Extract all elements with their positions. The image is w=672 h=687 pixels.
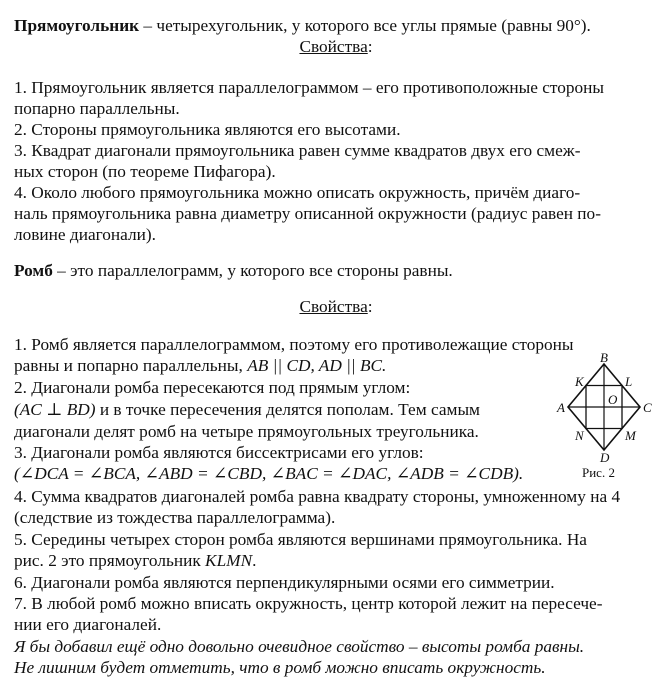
rect-props-title: Свойства [299, 37, 368, 56]
label-c: C [643, 400, 652, 415]
rect-prop-line: 1. Прямоугольник является параллелограммом – его противоположные стороны [14, 78, 605, 97]
rect-prop-line: 2. Стороны прямоугольника являются его высотами. [14, 120, 401, 139]
rhombus-props-heading [0, 296, 672, 317]
label-b: B [600, 352, 608, 365]
label-m: M [625, 428, 636, 443]
rhombus-prop-line: 5. Середины четырех сторон ромба являются вершинами прямоугольника. На [14, 530, 587, 549]
rhombus-prop-line: (следствие из тождества параллелограмма). [14, 508, 336, 527]
rect-props-heading [0, 36, 672, 57]
rhombus-formula: (AC ⊥ BD) [14, 400, 96, 419]
rhombus-props-colon: : [367, 297, 373, 316]
rhombus-prop-line [14, 399, 480, 420]
label-n: N [575, 428, 584, 443]
label-d: D [600, 450, 610, 465]
label-a: A [557, 400, 565, 415]
rhombus-prop-text: . [252, 551, 257, 570]
rhombus-prop-text: и в точке пересечения делятся пополам. Тем самым [95, 400, 480, 419]
author-note: Не лишним будет отметить, что в ромб можно вписать окружность. [14, 658, 546, 677]
author-note: Я бы добавил ещё одно довольно очевидное свойство – высоты ромба равны. [14, 637, 585, 656]
rect-definition-text: – четырехугольник, у которого все углы прямые (равны 90°). [139, 16, 591, 35]
rect-prop-line: попарно параллельны. [14, 99, 180, 118]
rhombus-prop-line [14, 550, 256, 571]
rhombus-figure [556, 352, 666, 487]
figure-caption: Рис. 2 [582, 465, 615, 480]
rhombus-prop-line: диагонали делят ромб на четыре прямоугольных треугольника. [14, 422, 479, 441]
rhombus-prop-line: 7. В любой ромб можно вписать окружность, центр которой лежит на пересече- [14, 594, 603, 613]
rhombus-formula-line: (∠DCA = ∠BCA, ∠ABD = ∠CBD, ∠BAC = ∠DAC, ∠ADB = ∠CDB). [14, 464, 524, 483]
label-k: K [575, 374, 584, 389]
rect-prop-line: 4. Около любого прямоугольника можно описать окружность, причём диаго- [14, 183, 581, 202]
rect-prop-line: 3. Квадрат диагонали прямоугольника равен сумме квадратов двух его смеж- [14, 141, 581, 160]
rect-prop-line: наль прямоугольника равна диаметру описанной окружности (радиус равен по- [14, 204, 601, 223]
rhombus-diagram [556, 352, 666, 487]
rhombus-formula: AB || CD, AD || BC. [247, 356, 387, 375]
rect-term: Прямоугольник [14, 16, 140, 35]
label-o: O [608, 392, 618, 407]
rect-definition [14, 15, 591, 36]
rhombus-prop-line: 2. Диагонали ромба пересекаются под прямым углом: [14, 378, 411, 397]
rhombus-prop-line: 1. Ромб является параллелограммом, поэтому его противолежащие стороны [14, 335, 574, 354]
rhombus-formula: KLMN [205, 551, 253, 570]
rect-prop-line: ных сторон (по теореме Пифагора). [14, 162, 276, 181]
rhombus-prop-text: равны и попарно параллельны, [14, 356, 248, 375]
rhombus-definition-text: – это параллелограмм, у которого все стороны равны. [52, 261, 453, 280]
rhombus-prop-line: нии его диагоналей. [14, 615, 162, 634]
rhombus-prop-text: рис. 2 это прямоугольник [14, 551, 206, 570]
rhombus-prop-line: 6. Диагонали ромба являются перпендикулярными осями его симметрии. [14, 573, 555, 592]
rect-props-colon: : [367, 37, 373, 56]
label-l: L [625, 374, 633, 389]
rhombus-props-title: Свойства [299, 297, 368, 316]
rect-prop-line: ловине диагонали). [14, 225, 156, 244]
rhombus-definition [14, 260, 453, 281]
rhombus-prop-line [14, 355, 386, 376]
rhombus-prop-line: 4. Сумма квадратов диагоналей ромба равна квадрату стороны, умноженному на 4 [14, 487, 621, 506]
rhombus-term: Ромб [14, 261, 53, 280]
rhombus-prop-line: 3. Диагонали ромба являются биссектрисами его углов: [14, 443, 424, 462]
